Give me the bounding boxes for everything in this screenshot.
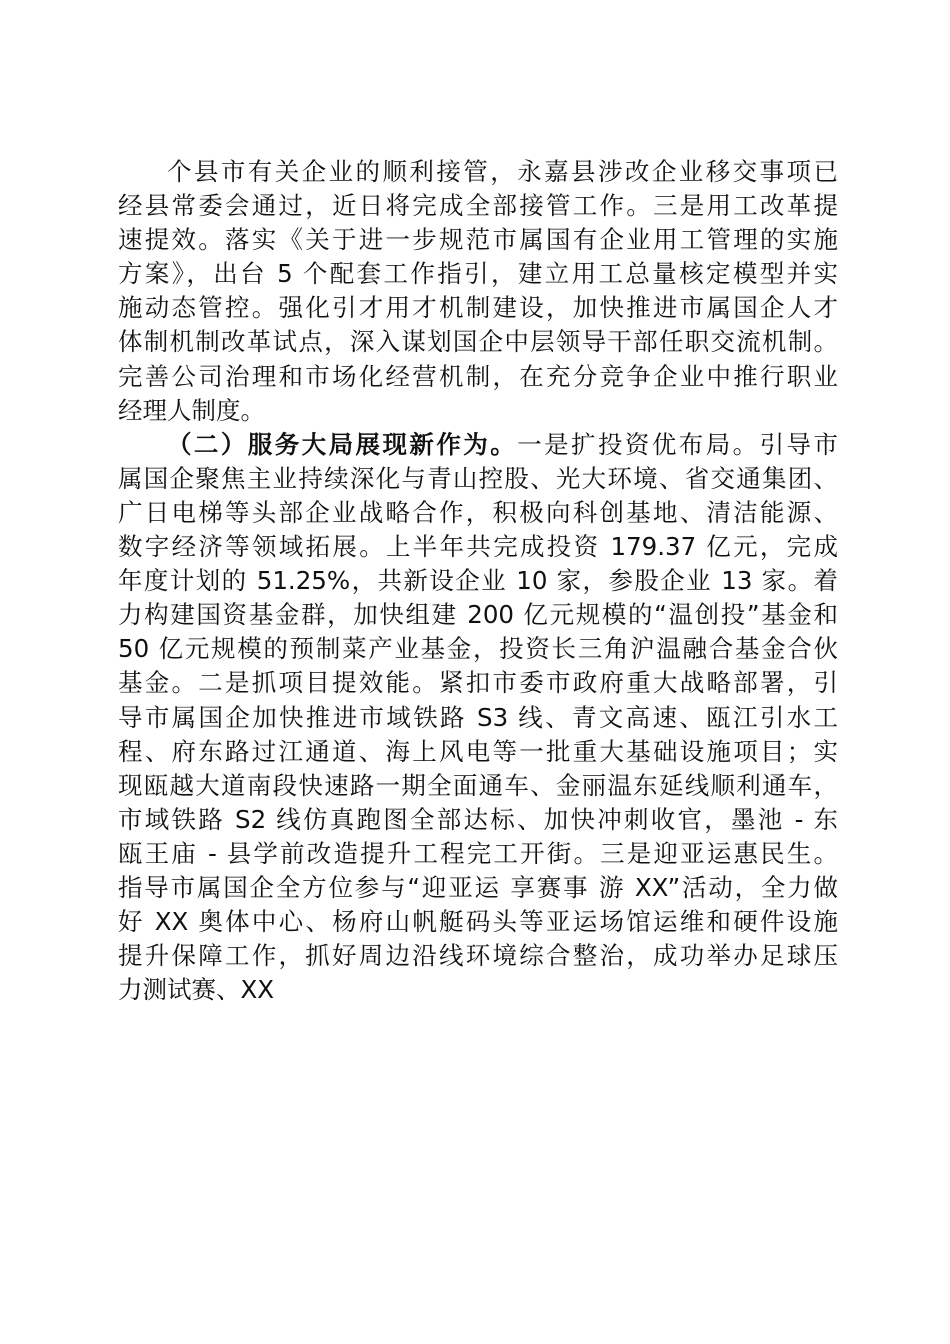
text-line: 数字经济等领域拓展。上半年共完成投资 179.37 亿元，完成 — [118, 532, 838, 562]
text-line: 好 XX 奥体中心、杨府山帆艇码头等亚运场馆运维和硬件设施 — [118, 907, 838, 937]
text-line: 速提效。落实《关于进一步规范市属国有企业用工管理的实施 — [118, 225, 838, 255]
text-line — [118, 428, 838, 462]
text-line: 指导市属国企全方位参与“迎亚运 享赛事 游 XX”活动，全力做 — [118, 872, 838, 902]
paragraph-2 — [118, 428, 838, 1008]
section-heading: （二）服务大局展现新作为。 — [167, 429, 518, 459]
text-line: 程、府东路过江通道、海上风电等一批重大基础设施项目；实 — [118, 736, 838, 766]
text-line: 现瓯越大道南段快速路一期全面通车、金丽温东延线顺利通车， — [118, 770, 838, 800]
text-line: 广日电梯等头部企业战略合作，积极向科创基地、清洁能源、 — [118, 497, 838, 527]
text-line: 完善公司治理和市场化经营机制，在充分竞争企业中推行职业 — [118, 361, 838, 391]
text-line: 属国企聚焦主业持续深化与青山控股、光大环境、省交通集团、 — [118, 463, 838, 493]
text-line: 力构建国资基金群，加快组建 200 亿元规模的“温创投”基金和 — [118, 600, 838, 630]
text-line: 提升保障工作，抓好周边沿线环境综合整治，成功举办足球压 — [118, 941, 838, 971]
text-line: 施动态管控。强化引才用才机制建设，加快推进市属国企人才 — [118, 293, 838, 323]
text-line: 力测试赛、XX — [118, 975, 275, 1005]
text-line: 市域铁路 S2 线仿真跑图全部达标、加快冲刺收官，墨池 - 东 — [118, 804, 838, 834]
text-line: 经理人制度。 — [118, 395, 265, 425]
text-line: 经县常委会通过，近日将完成全部接管工作。三是用工改革提 — [118, 191, 838, 221]
text-line: 50 亿元规模的预制菜产业基金，投资长三角沪温融合基金合伙 — [118, 634, 838, 664]
text-line: 年度计划的 51.25%，共新设企业 10 家，参股企业 13 家。着 — [118, 566, 838, 596]
heading-line-rest: 一是扩投资优布局。引导市 — [517, 429, 838, 459]
paragraph-1 — [118, 155, 838, 428]
text-line: 基金。二是抓项目提效能。紧扣市委市政府重大战略部署，引 — [118, 668, 838, 698]
text-line: 个县市有关企业的顺利接管，永嘉县涉改企业移交事项已 — [167, 157, 838, 186]
text-line: 体制机制改革试点，深入谋划国企中层领导干部任职交流机制。 — [118, 327, 838, 357]
text-line: 导市属国企加快推进市域铁路 S3 线、青文高速、瓯江引水工 — [118, 702, 838, 732]
body-text — [118, 155, 838, 1007]
text-line: 方案》，出台 5 个配套工作指引，建立用工总量核定模型并实 — [118, 259, 838, 289]
text-line: 瓯王庙 - 县学前改造提升工程完工开街。三是迎亚运惠民生。 — [118, 838, 838, 868]
